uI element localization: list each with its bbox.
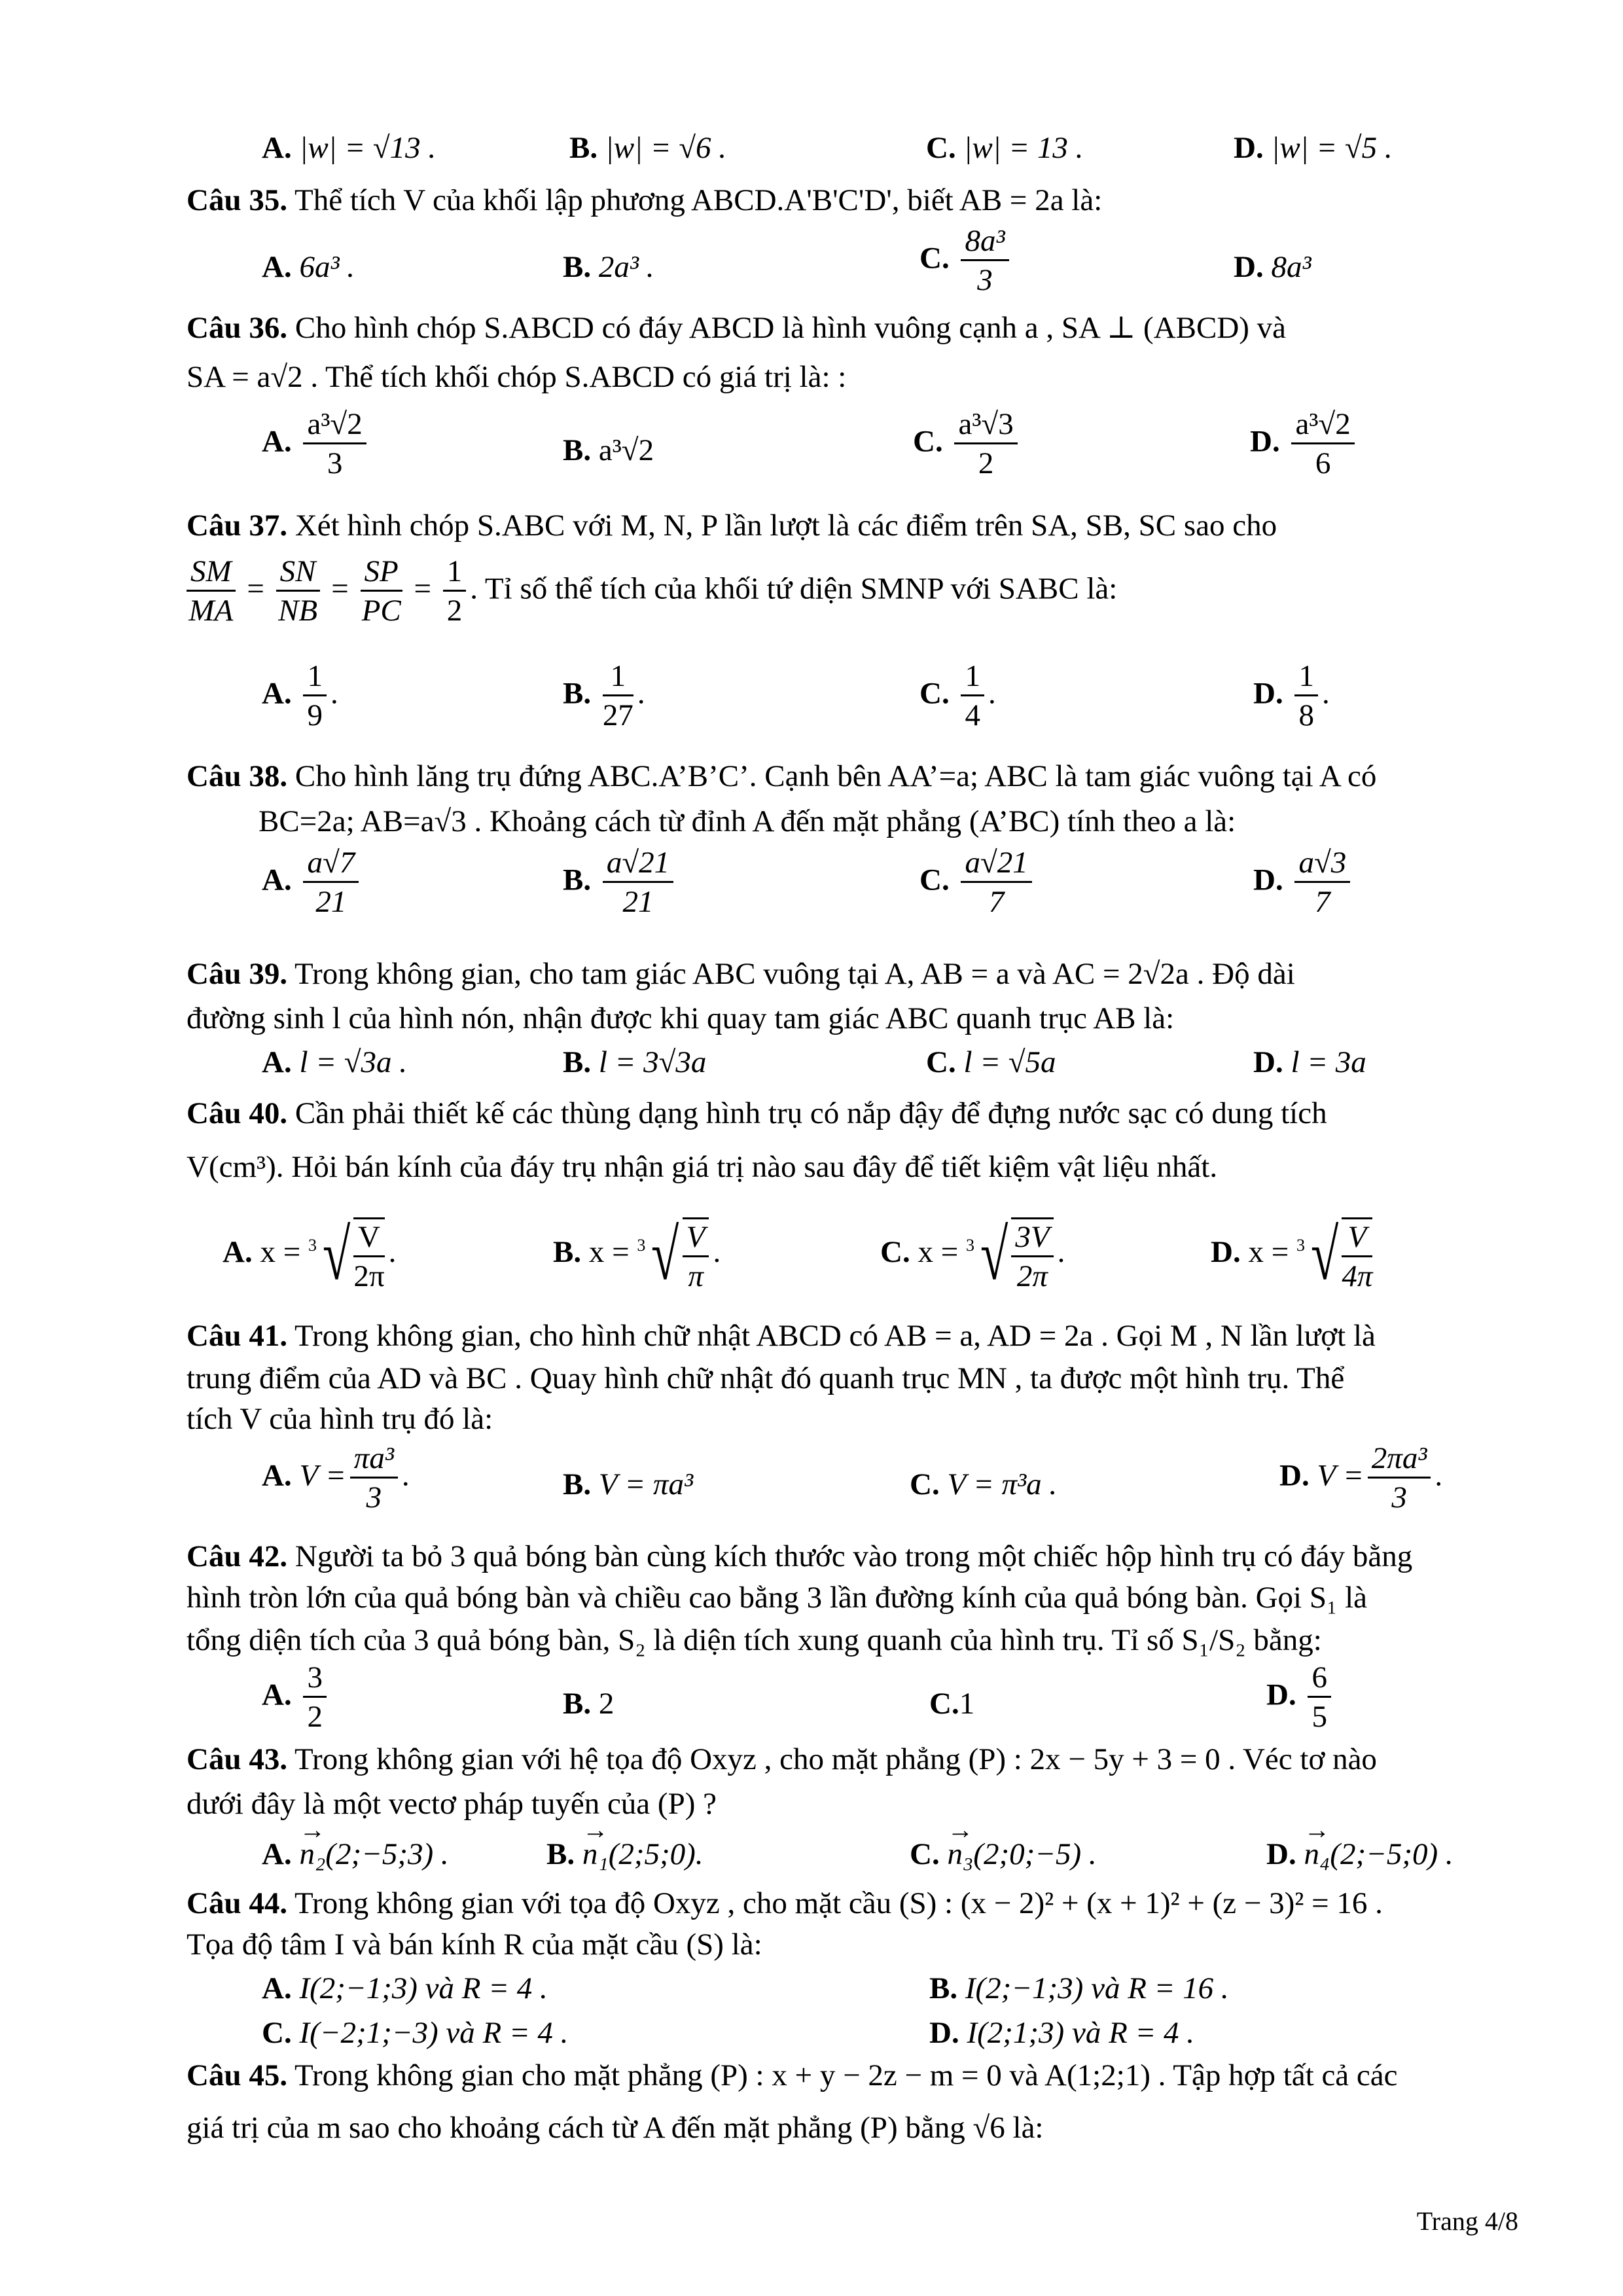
q37-option-d: D. $\frac{1}{8}$ . [1253, 659, 1330, 732]
q42-option-d: D. $\frac{6}{5}$ [1266, 1662, 1335, 1732]
q38-option-a: A. $\frac{a√7}{21}$ [262, 848, 363, 918]
q40-option-d: D. x = $^3$√ $\frac{V}{4\pi}$ [1211, 1215, 1373, 1295]
q44-option-a: A. I(2;−1;3) và R = 4 . [262, 1971, 548, 2005]
q36-text-1: Câu 36. Cho hình chóp S.ABCD có đáy ABCD là hình vuông cạnh a , SA ⊥ (ABCD) và [187, 311, 1287, 345]
q44-option-c: C. I(−2;1;−3) và R = 4 . [262, 2016, 569, 2050]
q39-text-1: Câu 39. Trong không gian, cho tam giác ABC vuông tại A, AB = a và AC = 2√2a . Độ dài [187, 957, 1295, 991]
q39-option-b: B. l = 3√3a [563, 1045, 707, 1079]
q43-option-d: D. → n₄(2;−5;0) . [1266, 1839, 1454, 1870]
q36-text-2: SA = a√2 . Thể tích khối chóp S.ABCD có giá trị là: : [187, 360, 847, 394]
q42-text-2: hình tròn lớn của quả bóng bàn và chiều cao bằng 3 lần đường kính của quả bóng bàn. Gọi S₁ là [187, 1581, 1368, 1615]
q35-option-d: D. 8a³ [1234, 250, 1311, 284]
radical-icon: √ [980, 1215, 1008, 1295]
q34-option-a: A. |w| = √13 . [262, 131, 437, 165]
q44-text-2: Tọa độ tâm I và bán kính R của mặt cầu (S) là: [187, 1928, 762, 1962]
q40-option-a: A. x = $^3$√ $\frac{V}{2\pi}$ . [223, 1215, 397, 1295]
q34-option-d: D. |w| = √5 . [1234, 131, 1393, 165]
q37-text-2: $\frac{SM}{MA}$ = $\frac{SN}{NB}$ = $\frac{SP}{PC}$ = $\frac{1}{2}$ . Tỉ số thể tích của khối tứ diện SMNP với SABC là: [187, 556, 1117, 626]
q35-text: Câu 35. Thể tích V của khối lập phương ABCD.A'B'C'D', biết AB = 2a là: [187, 183, 1103, 217]
q42-option-c: C.1 [929, 1687, 975, 1721]
q39-option-d: D. l = 3a [1253, 1045, 1366, 1079]
q37-option-b: B. $\frac{1}{27}$ . [563, 659, 645, 732]
q36-option-a: A. $\frac{\text{a³√2}}{3}$ [262, 409, 370, 479]
q40-option-c: C. x = $^3$√ $\frac{3V}{2\pi}$ . [880, 1215, 1065, 1295]
q42-option-a: A. $\frac{3}{2}$ [262, 1662, 330, 1732]
q34-option-c: C. |w| = 13 . [926, 131, 1084, 165]
q43-text-2: dưới đây là một vectơ pháp tuyến của (P) ? [187, 1787, 717, 1821]
q43-option-a: A. → n₂(2;−5;3) . [262, 1839, 449, 1870]
q39-text-2: đường sinh l của hình nón, nhận được khi quay tam giác ABC quanh trục AB là: [187, 1001, 1175, 1035]
radical-icon: √ [1311, 1215, 1339, 1295]
q36-option-b: B. a³√2 [563, 433, 654, 467]
radical-icon: √ [651, 1215, 679, 1295]
q41-option-b: B. V = πa³ [563, 1467, 694, 1501]
q37-option-a: A. $\frac{1}{9}$ . [262, 659, 338, 732]
q40-option-b: B. x = $^3$√ $\frac{V}{\pi}$ . [553, 1215, 721, 1295]
q35-option-b: B. 2a³ . [563, 250, 654, 284]
q39-option-a: A. l = √3a . [262, 1045, 408, 1079]
q44-option-d: D. I(2;1;3) và R = 4 . [929, 2016, 1194, 2050]
q42-option-b: B. 2 [563, 1687, 615, 1721]
q40-text-2: V(cm³). Hỏi bán kính của đáy trụ nhận giá trị nào sau đây để tiết kiệm vật liệu nhất. [187, 1150, 1218, 1184]
q44-option-b: B. I(2;−1;3) và R = 16 . [929, 1971, 1229, 2005]
q36-option-d: D. $\frac{\text{a³√2}}{6}$ [1250, 409, 1359, 479]
q41-option-a: A. V = $\frac{\text{πa³}}{3}$ . [262, 1441, 410, 1515]
q39-option-c: C. l = √5a [926, 1045, 1056, 1079]
q41-text-2: trung điểm của AD và BC . Quay hình chữ nhật đó quanh trục MN , ta được một hình trụ. Thể [187, 1361, 1345, 1395]
q34-option-b: B. |w| = √6 . [569, 131, 727, 165]
q38-option-c: C. $\frac{a√21}{7}$ [919, 848, 1036, 918]
radical-icon: √ [323, 1215, 351, 1295]
q38-text-2: BC=2a; AB=a√3 . Khoảng cách từ đỉnh A đến mặt phẳng (A’BC) tính theo a là: [259, 804, 1236, 838]
q40-text-1: Câu 40. Cần phải thiết kế các thùng dạng hình trụ có nắp đậy để đựng nước sạc có dung tích [187, 1096, 1327, 1130]
q41-option-c: C. V = π³a . [910, 1467, 1058, 1501]
q38-option-d: D. $\frac{a√3}{7}$ [1253, 848, 1354, 918]
q41-text-3: tích V của hình trụ đó là: [187, 1402, 493, 1436]
q45-text-2: giá trị của m sao cho khoảng cách từ A đến mặt phẳng (P) bằng √6 là: [187, 2111, 1044, 2145]
q42-text-1: Câu 42. Người ta bỏ 3 quả bóng bàn cùng kích thước vào trong một chiếc hộp hình trụ có đáy bằng [187, 1539, 1413, 1573]
q43-option-b: B. → n₁(2;5;0). [546, 1839, 704, 1870]
q38-option-b: B. $\frac{a√21}{21}$ [563, 848, 677, 918]
q42-text-3: tổng diện tích của 3 quả bóng bàn, S₂ là diện tích xung quanh của hình trụ. Tỉ số S₁/S₂ bằng: [187, 1623, 1322, 1657]
q37-option-c: C. $\frac{1}{4}$ . [919, 659, 996, 732]
q41-text-1: Câu 41. Trong không gian, cho hình chữ nhật ABCD có AB = a, AD = 2a . Gọi M , N lần lượt là [187, 1319, 1376, 1353]
q43-option-c: C. → n₃(2;0;−5) . [910, 1839, 1097, 1870]
q44-text-1: Câu 44. Trong không gian với tọa độ Oxyz , cho mặt cầu (S) : (x − 2)² + (x + 1)² + (z − 3)² = 16 . [187, 1886, 1383, 1920]
q35-option-c: C. $\frac{\text{8a³}}{3}$ [919, 226, 1013, 296]
q43-text-1: Câu 43. Trong không gian với hệ tọa độ Oxyz , cho mặt phẳng (P) : 2x − 5y + 3 = 0 . Véc tơ nào [187, 1742, 1377, 1776]
q38-text-1: Câu 38. Cho hình lăng trụ đứng ABC.A’B’C’. Cạnh bên AA’=a; ABC là tam giác vuông tại A có [187, 759, 1377, 793]
q45-text-1: Câu 45. Trong không gian cho mặt phẳng (P) : x + y − 2z − m = 0 và A(1;2;1) . Tập hợp tất cả các [187, 2058, 1398, 2092]
q41-option-d: D. V = $\frac{\text{2πa³}}{3}$ . [1279, 1441, 1443, 1515]
q35-option-a: A. 6a³ . [262, 250, 355, 284]
q36-option-c: C. $\frac{\text{a³√3}}{2}$ [913, 409, 1022, 479]
page-number: Trang 4/8 [1416, 2206, 1518, 2236]
q37-text-1: Câu 37. Xét hình chóp S.ABC với M, N, P lần lượt là các điểm trên SA, SB, SC sao cho [187, 509, 1277, 543]
